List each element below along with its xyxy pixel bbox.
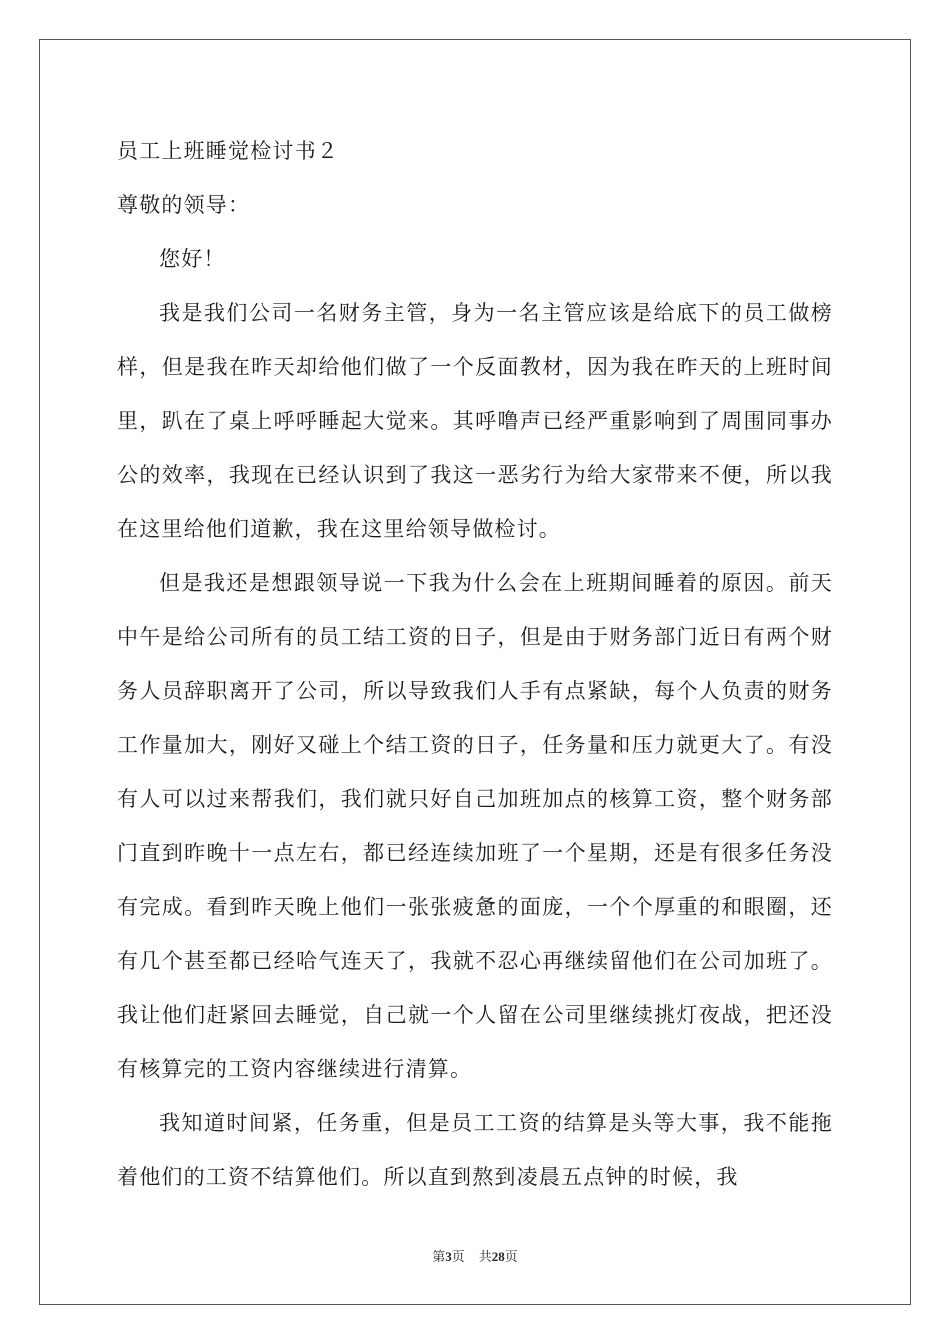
paragraph-3: 我知道时间紧，任务重，但是员工工资的结算是头等大事，我不能拖着他们的工资不结算他们。所以直到熬到凌晨五点钟的时候，我 [117,1111,833,1189]
total-suffix: 页 [504,1249,518,1264]
document-title: 员工上班睡觉检讨书２ [117,139,339,163]
document-body [117,124,833,1204]
total-pages: 28 [491,1249,505,1264]
paragraph-1: 我是我们公司一名财务主管，身为一名主管应该是给底下的员工做榜样，但是我在昨天却给他们做了一个反面教材，因为我在昨天的上班时间里，趴在了桌上呼呼睡起大觉来。其呼噜声已经严重影响到了周围同事办公的效率，我现在已经认识到了我这一恶劣行为给大家带来不便，所以我在这里给他们道歉，我在这里给领导做检讨。 [117,301,833,541]
greeting: 您好！ [159,247,226,271]
paragraph-2: 但是我还是想跟领导说一下我为什么会在上班期间睡着的原因。前天中午是给公司所有的员工结工资的日子，但是由于财务部门近日有两个财务人员辞职离开了公司，所以导致我们人手有点紧缺，每个人负责的财务工作量加大，刚好又碰上个结工资的日子，任务量和压力就更大了。有没有人可以过来帮我们，我们就只好自己加班加点的核算工资，整个财务部门直到昨晚十一点左右，都已经连续加班了一个星期，还是有很多任务没有完成。看到昨天晚上他们一张张疲惫的面庞，一个个厚重的和眼圈，还有几个甚至都已经哈气连天了，我就不忍心再继续留他们在公司加班了。我让他们赶紧回去睡觉，自己就一个人留在公司里继续挑灯夜战，把还没有核算完的工资内容继续进行清算。 [117,571,833,1081]
page-footer [0,1246,950,1265]
page-prefix: 第 [432,1249,446,1264]
page-number: 3 [445,1249,452,1264]
total-prefix: 共 [478,1249,492,1264]
page-suffix: 页 [451,1249,465,1264]
salutation: 尊敬的领导： [117,193,251,217]
